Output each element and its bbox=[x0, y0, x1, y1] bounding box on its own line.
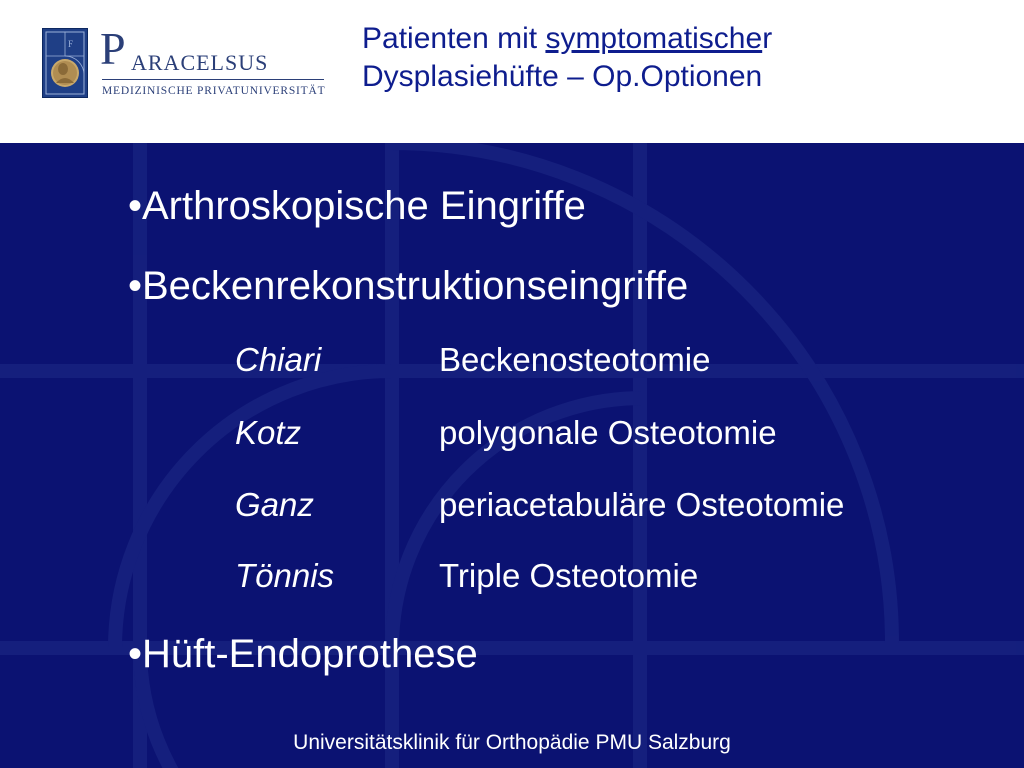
bullet-hip-endoprosthesis: •Hüft-Endoprothese bbox=[128, 632, 478, 676]
footer-text: Universitätsklinik für Orthopädie PMU Salzburg bbox=[293, 731, 731, 754]
logo-subtitle: MEDIZINISCHE PRIVATUNIVERSITÄT bbox=[102, 85, 326, 97]
procedure-name: Kotz bbox=[235, 414, 302, 451]
slide-title-line-2: Dysplasiehüfte – Op.Optionen bbox=[362, 60, 763, 93]
procedure-name: Tönnis bbox=[235, 557, 335, 594]
title-suffix: r bbox=[762, 22, 773, 55]
logo-name: ARACELSUS bbox=[131, 50, 269, 75]
slide-title-line-1 bbox=[362, 20, 772, 58]
header bbox=[0, 0, 1024, 143]
bullet-pelvic-reconstruction: •Beckenrekonstruktionseingriffe bbox=[128, 264, 689, 308]
procedure-row bbox=[235, 340, 995, 380]
logo-initial: P bbox=[100, 23, 126, 74]
procedure-row bbox=[235, 413, 995, 453]
procedure-row bbox=[235, 556, 995, 596]
procedure-description: polygonale Osteotomie bbox=[439, 414, 777, 451]
bullet-arthroscopy: •Arthroskopische Eingriffe bbox=[128, 184, 586, 228]
title-underlined-word: symptomatische bbox=[545, 22, 763, 55]
slide-title bbox=[362, 20, 772, 96]
title-prefix: Patienten mit bbox=[362, 22, 546, 55]
procedure-row bbox=[235, 485, 995, 525]
logo-divider bbox=[102, 79, 324, 80]
procedure-name: Chiari bbox=[235, 341, 322, 378]
paracelsus-seal-icon bbox=[42, 28, 88, 98]
content-area bbox=[0, 143, 1024, 768]
svg-text:F: F bbox=[68, 39, 74, 49]
procedure-description: Beckenosteotomie bbox=[439, 341, 711, 378]
paracelsus-logo bbox=[40, 24, 330, 104]
procedure-name: Ganz bbox=[235, 486, 314, 523]
procedure-description: Triple Osteotomie bbox=[439, 557, 699, 594]
procedure-description: periacetabuläre Osteotomie bbox=[439, 486, 845, 523]
